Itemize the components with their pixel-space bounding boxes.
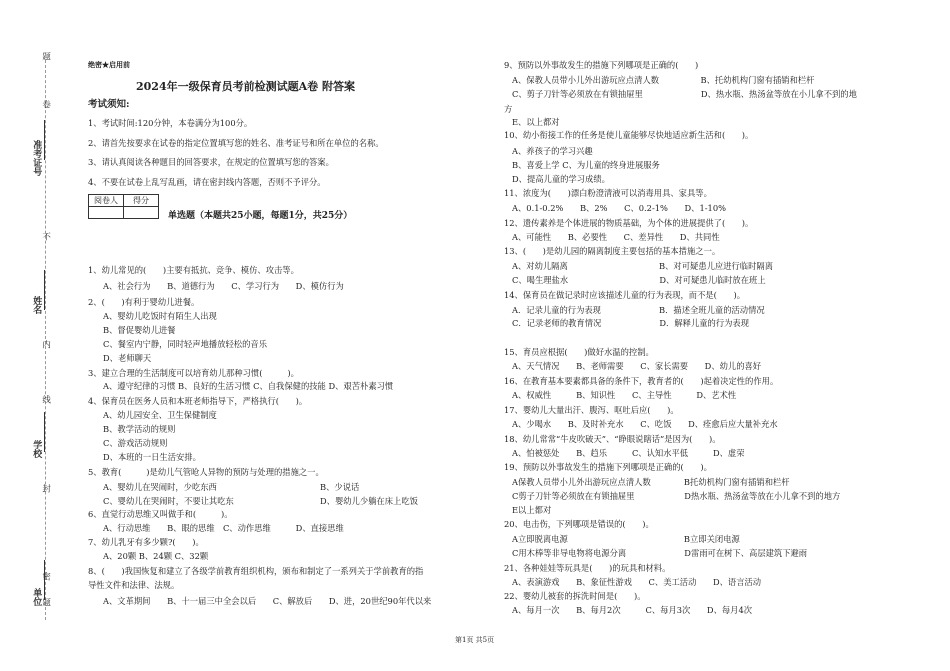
question-stem: 10、幼小衔接工作的任务是使儿童能够尽快地适应新生活和( )。 (504, 130, 754, 140)
question-option: C剪子刀针等必须放在有锁抽屉里 D热水瓶、热汤盆等放在小儿拿不到的地方 (512, 491, 841, 501)
question-option: C、婴幼儿在哭闹时，不要让其吃东 (103, 496, 234, 506)
question-stem: 6、直觉行动思维又叫做手和( )。 (88, 509, 233, 519)
question-option: 方 (504, 104, 513, 114)
notice-item: 4、不要在试卷上乱写乱画，请在密封线内答题，否则不予评分。 (88, 177, 326, 187)
question-stem: 7、幼儿乳牙有多少颗?( )。 (88, 537, 204, 547)
page-title: 2024年一级保育员考前检测试题A卷 附答案 (136, 80, 355, 93)
question-option: A保教人员带小儿外出游玩应点清人数 B托幼机构门窗有插销和栏杆 (512, 477, 790, 487)
question-stem: 15、育员应根据( )做好水温的控制。 (504, 347, 654, 357)
question-option: A、少喝水 B、及时补充水 C、吃饭 D、痊愈后应大量补充水 (512, 419, 778, 429)
question-option: A、遵守纪律的习惯 B、良好的生活习惯 C、自我保健的技能 D、艰苦朴素习惯 (103, 381, 394, 391)
question-option: B、督促婴幼儿进餐 (103, 325, 176, 335)
question-option: C、游戏活动规则 (103, 438, 168, 448)
margin-mark: 题 (40, 598, 51, 607)
margin-mark: 密 (40, 572, 51, 581)
question-option: C用木棒等非导电物将电源分离 D雷雨可在树下、高层建筑下避雨 (512, 548, 808, 558)
question-option: A、保教人员带小儿外出游玩应点清人数 B、托幼机构门窗有插销和栏杆 (512, 75, 815, 85)
question-option: A、可能性 B、必要性 C、差异性 D、共同性 (512, 232, 720, 242)
score-cell[interactable] (124, 207, 159, 219)
section-title: 单选题（本题共25小题，每题1分，共25分） (168, 211, 353, 221)
margin-mark: 线 (40, 395, 51, 404)
question-option: D、老师聊天 (103, 353, 152, 363)
question-stem: 9、预防以外事故发生的措施下列哪项是正确的( ) (504, 60, 699, 70)
secret-tag: 绝密★启用前 (88, 60, 130, 69)
ticket-number-label: 准考证号 (31, 140, 42, 176)
question-option: A、怕被惩处 B、趋乐 C、认知水平低 D、虚荣 (512, 448, 745, 458)
question-stem: 1、幼儿常见的( )主要有抵抗、竞争、模仿、攻击等。 (88, 265, 299, 275)
question-option: A、20颗 B、24颗 C、32颗 (103, 551, 209, 561)
question-option: A、幼儿园安全、卫生保健制度 (103, 410, 217, 420)
question-option: D、提高儿童的学习成绩。 (512, 174, 610, 184)
question-option: E以上都对 (512, 505, 552, 515)
question-option: A、养孩子的学习兴趣 (512, 146, 593, 156)
question-stem: 13、( )是幼儿园的隔离制度主要包括的基本措施之一。 (504, 246, 721, 256)
score-table (88, 194, 159, 219)
margin-mark: 题 (40, 52, 51, 61)
question-option: A、文革期间 B、十一届三中全会以后 C、解放后 D、进，20世纪90年代以来 (103, 596, 432, 606)
question-option: A、每月一次 B、每月2次 C、每月3次 D、每月4次 (512, 605, 753, 615)
question-stem: 22、婴幼儿被套的拆洗时间是( )。 (504, 591, 646, 601)
margin-mark: 内 (40, 340, 51, 349)
question-stem: 19、预防以外事故发生的措施下列哪项是正确的( )。 (504, 462, 712, 472)
question-option: A、社会行为 B、道德行为 C、学习行为 D、模仿行为 (103, 281, 344, 291)
question-option: B、少说话 (320, 482, 360, 492)
question-option: A、婴幼儿吃饭时有陌生人出现 (103, 311, 217, 321)
question-option: 导性文件和法律、法规。 (88, 580, 180, 590)
question-option: C．记录老师的教育情况 D．解释儿童的行为表现 (512, 318, 750, 328)
question-stem: 18、幼儿常常“牛皮吹破天”、“睁眼说瞎话”是因为( )。 (504, 434, 721, 444)
question-option: A立即脱离电源 B立即关闭电源 (512, 534, 740, 544)
notice-item: 1、考试时间:120分钟，本卷满分为100分。 (88, 118, 253, 128)
notice-heading: 考试须知: (88, 99, 130, 110)
notice-item: 3、请认真阅读各种题目的回答要求，在规定的位置填写您的答案。 (88, 157, 334, 167)
score-label: 得分 (124, 195, 159, 207)
name-label: 姓名 (31, 296, 42, 314)
grader-cell[interactable] (89, 207, 124, 219)
question-option: E、以上都对 (512, 117, 560, 127)
margin-mark: 不 (40, 232, 51, 241)
question-option: A、表演游戏 B、象征性游戏 C、美工活动 D、语言活动 (512, 577, 762, 587)
ticket-number-field[interactable] (44, 120, 45, 160)
question-option: C、剪子刀针等必须放在有锁抽屉里 D、热水瓶、热汤盆等放在小儿拿不到的地 (512, 89, 857, 99)
question-option: A、行动思维 B、眼的思维 C、动作思维 D、直接思维 (103, 523, 344, 533)
question-stem: 14、保育员在做记录时应该描述儿童的行为表现，而不是( )。 (504, 290, 746, 300)
question-stem: 3、建立合理的生活制度可以培育幼儿那种习惯( )。 (88, 368, 299, 378)
question-stem: 2、( )有利于婴幼儿进餐。 (88, 297, 200, 307)
question-option: A、对幼儿隔离 B、对可疑患儿应进行临时隔离 (512, 261, 773, 271)
grader-label: 阅卷人 (89, 195, 124, 207)
page-footer: 第1页 共5页 (455, 636, 495, 644)
notice-item: 2、请首先按要求在试卷的指定位置填写您的姓名、准考证号和所在单位的名称。 (88, 138, 384, 148)
question-stem: 20、电击伤，下列哪项是错误的( )。 (504, 519, 654, 529)
question-stem: 16、在教育基本要素都具备的条件下，教育者的( )起着决定性的作用。 (504, 376, 779, 386)
unit-field[interactable] (44, 560, 45, 600)
margin-mark: 封 (40, 484, 51, 493)
question-option: C、喝生理盐水 D、对可疑患儿临时放在班上 (512, 275, 766, 285)
unit-label: 单位 (31, 588, 42, 606)
name-field[interactable] (44, 270, 45, 310)
question-stem: 21、各种娃娃等玩具是( )的玩具和材料。 (504, 563, 671, 573)
question-option: A、0.1-0.2% B、2% C、0.2-1% D、1-10% (512, 203, 726, 213)
school-label: 学校 (31, 440, 42, 458)
question-stem: 11、浓度为( )漂白粉澄清液可以消毒用具、家具等。 (504, 188, 712, 198)
question-stem: 12、遗传素养是个体进展的物质基础，为个体的进展提供了( )。 (504, 218, 754, 228)
margin-mark: 卷 (40, 100, 51, 109)
question-stem: 8、( )我国恢复和建立了各级学前教育组织机构，颁布和制定了一系列关于学前教育的指 (88, 566, 424, 576)
question-stem: 4、保育员在医务人员和本班老师指导下，严格执行( )。 (88, 396, 308, 406)
school-field[interactable] (44, 412, 45, 452)
question-option: A、天气情况 B、老师需要 C、家长需要 D、幼儿的喜好 (512, 361, 762, 371)
question-option: B、教学活动的规则 (103, 424, 176, 434)
question-option: A、权威性 B、知识性 C、主导性 D、艺术性 (512, 390, 737, 400)
question-option: D、婴幼儿少躺在床上吃饭 (320, 496, 418, 506)
question-option: A、婴幼儿在哭闹时，少吃东西 (103, 482, 217, 492)
question-stem: 17、婴幼儿大量出汗、腹泻、呕吐后应( )。 (504, 405, 679, 415)
question-option: A．记录儿童的行为表现 B．描述全班儿童的活动情况 (512, 305, 765, 315)
question-option: D、本班的一日生活安排。 (103, 452, 201, 462)
question-option: C、餐室内宁静，同时轻声地播放轻松的音乐 (103, 339, 267, 349)
question-stem: 5、教育( )是幼儿气管呛人异物的预防与处理的措施之一。 (88, 467, 324, 477)
question-option: B、喜爱上学 C、为儿童的终身进展服务 (512, 160, 660, 170)
